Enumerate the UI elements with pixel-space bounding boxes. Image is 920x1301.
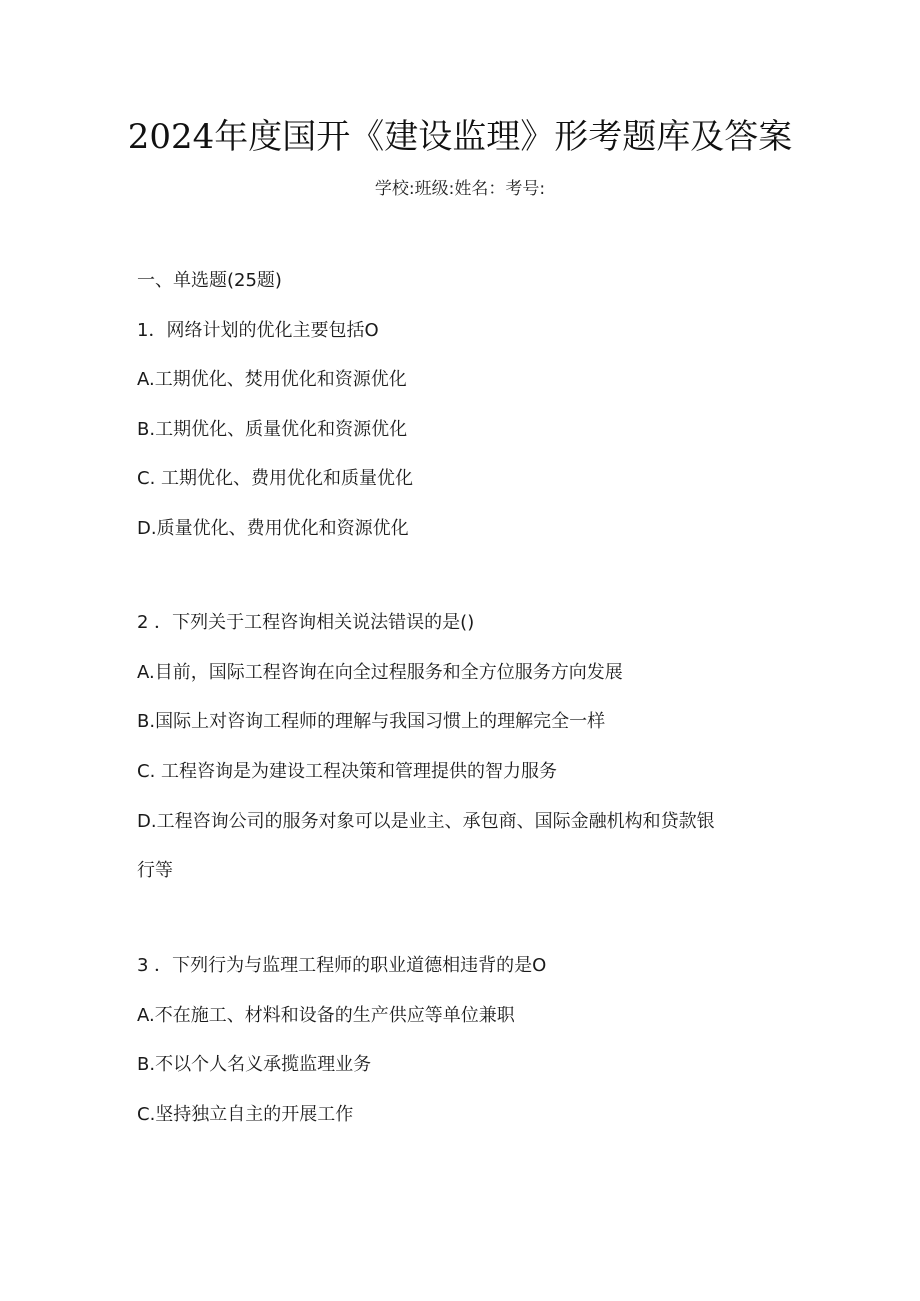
question-2-option-a: A.目前，国际工程咨询在向全过程服务和全方位服务方向发展: [137, 662, 623, 683]
question-1-option-a: A.工期优化、焚用优化和资源优化: [137, 369, 407, 390]
document-title: 2024年度国开《建设监理》形考题库及答案: [127, 117, 793, 157]
question-2-option-d: D.工程咨询公司的服务对象可以是业主、承包商、国际金融机构和贷款银: [137, 811, 715, 832]
question-3-option-b: B.不以个人名义承揽监理业务: [137, 1054, 372, 1075]
question-1-option-c: C. 工期优化、费用优化和质量优化: [137, 468, 414, 489]
question-3-option-c: C.坚持独立自主的开展工作: [137, 1104, 354, 1125]
question-3-stem: 3 ．下列行为与监理工程师的职业道德相违背的是O: [137, 955, 547, 976]
question-2-option-d-continued: 行等: [137, 860, 173, 881]
section-heading: 一、单选题(25题): [137, 270, 282, 291]
question-2-option-c: C. 工程咨询是为建设工程决策和管理提供的智力服务: [137, 761, 558, 782]
question-3-option-a: A.不在施工、材料和设备的生产供应等单位兼职: [137, 1005, 515, 1026]
question-1-stem: 1．网络计划的优化主要包括O: [137, 320, 379, 341]
question-2-stem: 2 ．下列关于工程咨询相关说法错误的是(): [137, 612, 475, 633]
question-1-option-b: B.工期优化、质量优化和资源优化: [137, 419, 408, 440]
question-2-option-b: B.国际上对咨询工程师的理解与我国习惯上的理解完全一样: [137, 711, 606, 732]
question-1-option-d: D.质量优化、费用优化和资源优化: [137, 518, 409, 539]
document-subtitle: 学校:班级:姓名：考号:: [374, 179, 546, 199]
